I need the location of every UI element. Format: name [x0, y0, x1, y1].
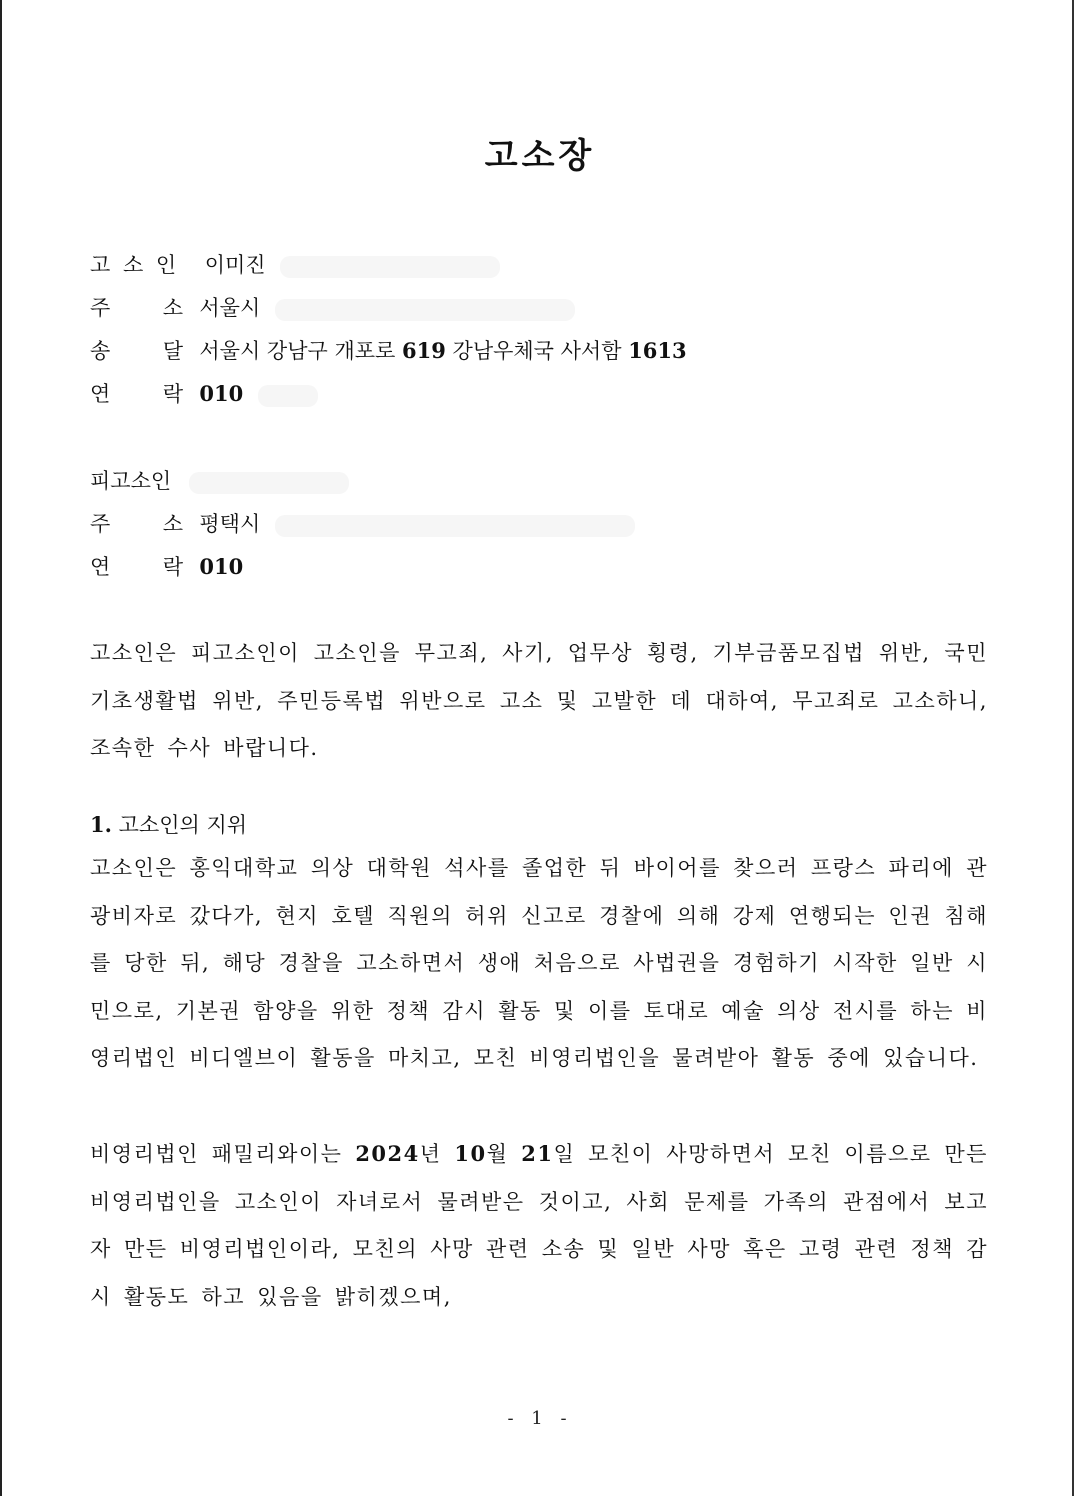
redacted-area	[275, 515, 635, 537]
para2-text-d: 일 모친이 사망하면서 모친 이름으로 만든 비영리법인을 고소인이 자녀로서 물려받은 것이고, 사회 문제를 가족의 관점에서 보고자 만든 비영리법인이라, 모친의 사망 관련 소송 및 일반 사망 혹은 고령 관련 정책 감시 활동도 하고 있음을 밝히겠으며,	[90, 1142, 988, 1309]
redacted-area	[280, 256, 500, 278]
accused-contact-label-a: 연	[90, 555, 111, 579]
accused-contact-label-b: 락	[162, 555, 183, 579]
para2-text-a: 비영리법인 패밀리와이는	[90, 1142, 343, 1166]
section-1-number: 1.	[90, 812, 112, 837]
complainant-name-row	[90, 248, 500, 282]
section-1-paragraph-2	[90, 1130, 988, 1321]
accused-address-row	[90, 507, 635, 541]
page-border-right	[1072, 0, 1074, 1496]
complainant-name: 이미진	[204, 253, 266, 277]
complainant-delivery-label-b: 달	[162, 339, 183, 363]
accused-address: 평택시	[199, 512, 261, 536]
delivery-address-mid: 강남우체국 사서함	[452, 339, 622, 363]
complainant-contact-label-a: 연	[90, 382, 111, 406]
complainant-contact: 010	[199, 381, 244, 406]
complainant-contact-row	[90, 377, 318, 411]
complainant-address-row	[90, 291, 575, 325]
document-title: 고소장	[484, 136, 596, 176]
delivery-address-prefix: 서울시 강남구 개포로	[199, 339, 396, 363]
page-border-left	[0, 0, 2, 1496]
complainant-delivery-label-a: 송	[90, 339, 111, 363]
page-number: - 1 -	[507, 1408, 573, 1429]
accused-address-label-a: 주	[90, 512, 111, 536]
para2-day: 21	[521, 1141, 554, 1166]
section-1-heading	[90, 808, 247, 842]
delivery-address-number: 619	[402, 338, 446, 363]
redacted-area	[258, 385, 318, 407]
accused-name-row	[90, 464, 349, 498]
redacted-area	[275, 299, 575, 321]
complainant-address-label-a: 주	[90, 296, 111, 320]
accused-contact: 010	[199, 554, 244, 579]
para2-year: 2024	[355, 1141, 420, 1166]
accused-address-label-b: 소	[162, 512, 183, 536]
redacted-area	[189, 472, 349, 494]
delivery-po-box-number: 1613	[628, 338, 687, 363]
complainant-contact-label-b: 락	[162, 382, 183, 406]
intro-paragraph: 고소인은 피고소인이 고소인을 무고죄, 사기, 업무상 횡령, 기부금품모집법 위반, 국민기초생활법 위반, 주민등록법 위반으로 고소 및 고발한 데 대하여, 무고죄로 고소하니, 조속한 수사 바랍니다.	[90, 641, 989, 760]
para2-text-b: 년	[419, 1142, 442, 1166]
complainant-address: 서울시	[199, 296, 261, 320]
section-1-paragraph-1: 고소인은 홍익대학교 의상 대학원 석사를 졸업한 뒤 바이어를 찾으러 프랑스 파리에 관광비자로 갔다가, 현지 호텔 직원의 허위 신고로 경찰에 의해 강제 연행되는 인권 침해를 당한 뒤, 해당 경찰을 고소하면서 생애 처음으로 사법권을 경험하기 시작한 일반 시민으로, 기본권 함양을 위한 정책 감시 활동 및 이를 토대로 예술 의상 전시를 하는 비영리법인 비디엘브이 활동을 마치고, 모친 비영리법인을 물려받아 활동 중에 있습니다.	[90, 856, 988, 1070]
para2-month: 10	[454, 1141, 487, 1166]
complainant-delivery-row	[90, 334, 687, 368]
complainant-address-label-b: 소	[162, 296, 183, 320]
accused-contact-row	[90, 550, 243, 584]
para2-text-c: 월	[486, 1142, 509, 1166]
complainant-name-label: 고 소 인	[90, 253, 180, 277]
accused-name-label: 피고소인	[90, 469, 172, 493]
section-1-title: 고소인의 지위	[118, 813, 248, 837]
